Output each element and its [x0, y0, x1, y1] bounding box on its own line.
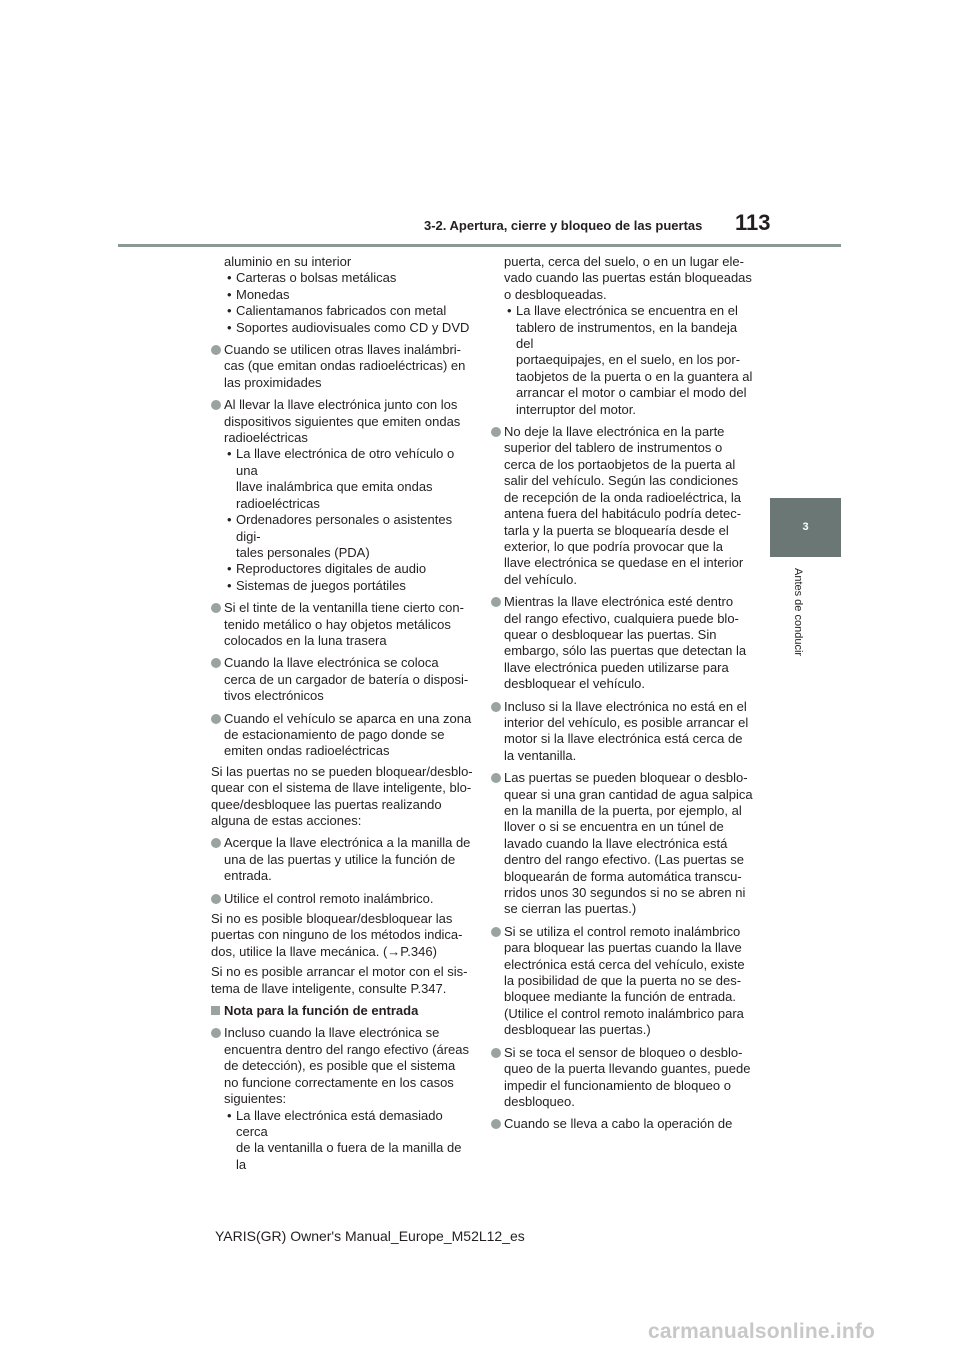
continued-line: aluminio en su interior	[224, 254, 352, 269]
bullet-item: Cuando la llave electrónica se coloca cerca de un cargador de batería o disposi- tivos electrónicos	[211, 655, 473, 704]
bullet-item: Mientras la llave electrónica esté dentro del rango efectivo, cualquiera puede blo- quear o desbloquear las puertas. Sin embargo, sólo las puertas que detectan la llave electrónica pueden utilizarse para desbloquear el vehículo.	[491, 594, 753, 692]
left-column	[211, 254, 473, 1173]
list-item: • La llave electrónica está demasiado cerca de la ventanilla o fuera de la manilla de la	[227, 1107, 462, 1172]
bullet-item: Cuando se utilicen otras llaves inalámbri- cas (que emitan ondas radioeléctricas) en las proximidades	[211, 342, 473, 391]
bullet-item: Si se toca el sensor de bloqueo o desblo- queo de la puerta llevando guantes, puede impedir el funcionamiento de bloqueo o desbloqueo.	[491, 1045, 753, 1111]
list-item: • Soportes audiovisuales como CD y DVD	[227, 319, 470, 335]
bullet-dot-icon	[491, 427, 501, 437]
bullet-dot-icon	[491, 1119, 501, 1129]
chapter-tab[interactable]	[770, 498, 841, 557]
paragraph: Si no es posible bloquear/desbloquear las puertas con ninguno de los métodos indica- dos, utilice la llave mecánica. (→P.346)	[211, 911, 463, 959]
watermark[interactable]: carmanualsonline.info	[648, 1320, 876, 1343]
paragraph: Si las puertas no se pueden bloquear/desblo- quear con el sistema de llave inteligente, blo- quee/desbloquee las puertas realizando alguna de estas acciones:	[211, 763, 473, 828]
bullet-dot-icon	[491, 597, 501, 607]
continued-text: puerta, cerca del suelo, o en un lugar ele- vado cuando las puertas están bloqueadas o desbloqueadas.	[504, 254, 752, 302]
footer-text: YARIS(GR) Owner's Manual_Europe_M52L12_es	[215, 1228, 525, 1244]
bullet-dot-icon	[211, 714, 221, 724]
bullet-item: No deje la llave electrónica en la parte superior del tablero de instrumentos o cerca de los portaobjetos de la puerta al salir del vehículo. Según las condiciones de recepción de la onda radioeléctrica, la antena fuera del habitáculo podría detec- tarla y la puerta se bloquearía desde el exterior, lo que podría provocar que la llave electrónica se quedase en el interior del vehículo.	[491, 424, 753, 588]
page-number: 113	[735, 210, 771, 235]
bullet-item: Cuando el vehículo se aparca en una zona de estacionamiento de pago donde se emiten ondas radioeléctricas	[211, 711, 473, 760]
bullet-item: Incluso cuando la llave electrónica se encuentra dentro del rango efectivo (áreas de detección), es posible que el sistema no funcione correctamente en los casos siguientes: • La llave electrónica está demasiado cerca de la ventanilla o fuera de la manilla de la	[211, 1025, 473, 1173]
bullet-item: Incluso si la llave electrónica no está en el interior del vehículo, es posible arrancar el motor si la llave electrónica está cerca de la ventanilla.	[491, 699, 753, 765]
list-item: • La llave electrónica se encuentra en el tablero de instrumentos, en la bandeja del portaequipajes, en el suelo, en los por- taobjetos de la puerta o en la guantera al arrancar el motor o cambiar el modo del interruptor del motor.	[507, 303, 753, 417]
right-column	[491, 254, 753, 1133]
header-rule	[118, 244, 841, 247]
list-item: • Monedas	[227, 286, 290, 302]
list-item: • Sistemas de juegos portátiles	[227, 577, 406, 593]
list-item: • Reproductores digitales de audio	[227, 561, 427, 577]
list-item: • Ordenadores personales o asistentes digi- tales personales (PDA)	[227, 512, 453, 560]
section-heading: Nota para la función de entrada	[211, 1003, 473, 1019]
section-title: 3-2. Apertura, cierre y bloqueo de las puertas	[424, 218, 703, 233]
bullet-dot-icon	[491, 927, 501, 937]
list-item: • La llave electrónica de otro vehículo o una llave inalámbrica que emita ondas radioeléctricas	[227, 446, 455, 511]
chapter-label: Antes de conducir	[792, 568, 804, 657]
bullet-dot-icon	[491, 702, 501, 712]
bullet-item: Si se utiliza el control remoto inalámbrico para bloquear las puertas cuando la llave electrónica está cerca del vehículo, existe la posibilidad de que la puerta no se des- bloquee mediante la función de entrada. (Utilice el control remoto inalámbrico para desbloquear las puertas.)	[491, 924, 753, 1039]
bullet-dot-icon	[491, 773, 501, 783]
bullet-item: Cuando se lleva a cabo la operación de	[491, 1116, 753, 1132]
paragraph: Si no es posible arrancar el motor con el sis- tema de llave inteligente, consulte P.347.	[211, 964, 468, 996]
square-bullet-icon	[211, 1006, 220, 1015]
bullet-item: Utilice el control remoto inalámbrico.	[211, 891, 473, 907]
bullet-dot-icon	[211, 603, 221, 613]
bullet-dot-icon	[211, 1028, 221, 1038]
bullet-dot-icon	[211, 894, 221, 904]
list-item: • Carteras o bolsas metálicas	[227, 270, 397, 286]
list-item: • Calientamanos fabricados con metal	[227, 303, 447, 319]
bullet-item: Las puertas se pueden bloquear o desblo- quear si una gran cantidad de agua salpica en la manilla de la puerta, por ejemplo, al llover o si se encuentra en un túnel de lavado cuando la llave electrónica está dentro del rango efectivo. (Las puertas se bloquearán de forma automática transcu- rridos unos 30 segundos si no se abren ni se cierran las puertas.)	[491, 770, 753, 918]
bullet-item: Acerque la llave electrónica a la manilla de una de las puertas y utilice la función de entrada.	[211, 835, 473, 884]
bullet-dot-icon	[211, 658, 221, 668]
chapter-number: 3	[802, 521, 809, 533]
bullet-dot-icon	[211, 838, 221, 848]
bullet-item: Si el tinte de la ventanilla tiene cierto con- tenido metálico o hay objetos metálicos colocados en la luna trasera	[211, 600, 473, 649]
bullet-dot-icon	[211, 400, 221, 410]
bullet-item: Al llevar la llave electrónica junto con los dispositivos siguientes que emiten ondas radioeléctricas • La llave electrónica de otro vehículo o una llave inalámbrica que emita ondas radioeléctricas • Ordenadores personales o asistentes digi- tales personales (PDA) • Reproductores digitales de audio • Sistemas de juegos portátiles	[211, 397, 473, 594]
bullet-dot-icon	[211, 345, 221, 355]
bullet-dot-icon	[491, 1048, 501, 1058]
